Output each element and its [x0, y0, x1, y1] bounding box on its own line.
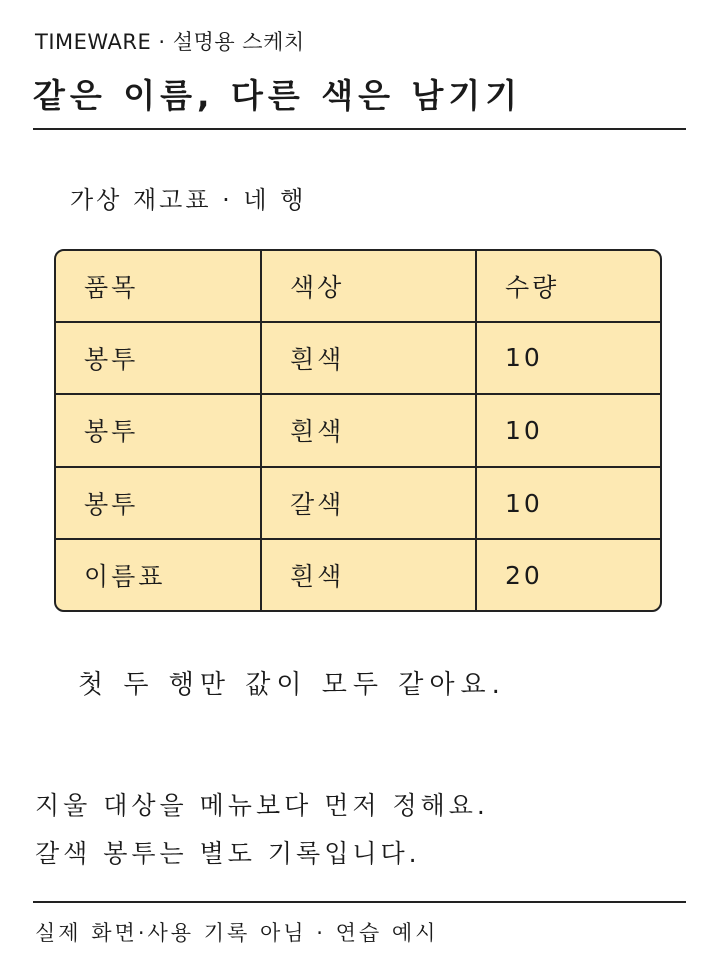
- cell-color: 흰색: [261, 394, 476, 467]
- bottom-divider: [33, 901, 686, 903]
- top-divider: [33, 128, 686, 130]
- inventory-table: [54, 249, 662, 612]
- cell-item: 이름표: [56, 539, 261, 610]
- cell-item: 봉투: [56, 467, 261, 540]
- guidance-line: 지울 대상을 메뉴보다 먼저 정해요.: [35, 791, 489, 820]
- page-title: 같은 이름, 다른 색은 남기기: [33, 76, 523, 115]
- table-caption: 가상 재고표 · 네 행: [70, 186, 307, 214]
- table-row: [56, 467, 660, 540]
- header-quantity: 수량: [476, 251, 660, 322]
- cell-item: 봉투: [56, 394, 261, 467]
- cell-color: 흰색: [261, 322, 476, 395]
- table-row: [56, 322, 660, 395]
- guidance-paragraph: [35, 782, 489, 878]
- header-item: 품목: [56, 251, 261, 322]
- cell-color: 흰색: [261, 539, 476, 610]
- table-row: [56, 539, 660, 610]
- cell-quantity: 10: [476, 322, 660, 395]
- guidance-line: 갈색 봉투는 별도 기록입니다.: [35, 839, 421, 868]
- cell-quantity: 20: [476, 539, 660, 610]
- cell-item: 봉투: [56, 322, 261, 395]
- duplicate-note: 첫 두 행만 값이 모두 같아요.: [78, 670, 506, 700]
- header-color: 색상: [261, 251, 476, 322]
- table-header-row: [56, 251, 660, 322]
- table-row: [56, 394, 660, 467]
- eyebrow-label: TIMEWARE · 설명용 스케치: [35, 30, 305, 54]
- cell-quantity: 10: [476, 394, 660, 467]
- footer-disclaimer: 실제 화면·사용 기록 아님 · 연습 예시: [35, 921, 439, 945]
- cell-color: 갈색: [261, 467, 476, 540]
- cell-quantity: 10: [476, 467, 660, 540]
